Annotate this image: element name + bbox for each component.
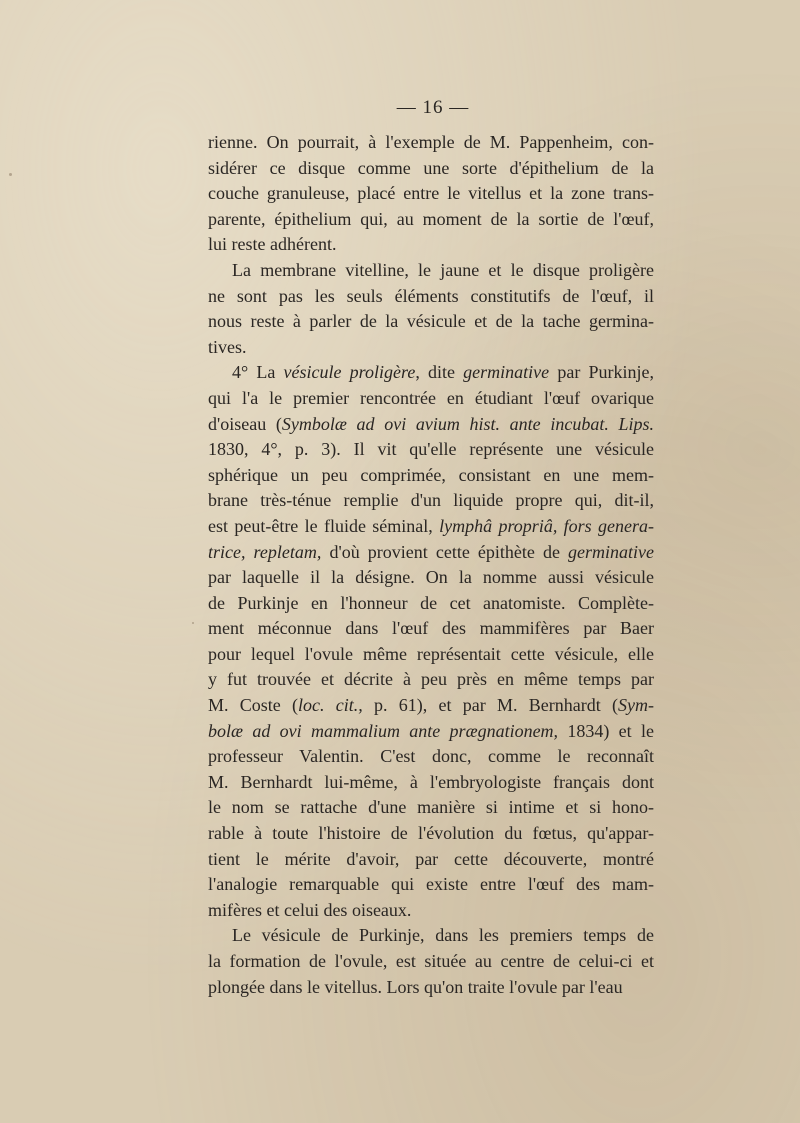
italic-phrase: germinative [568,541,654,562]
text-line: La membrane vitelline, le jaune et le disque proligère [232,259,654,280]
text-line: tient le mérite d'avoir, par cette découverte, montré [208,848,654,869]
italic-phrase: Symbolæ ad ovi avium hist. ante incubat. Lips. [281,413,654,434]
paragraph-p4 [208,923,654,1000]
text-line: 4° La vésicule proligère, dite germinative par Purkinje, [232,362,654,383]
text-line: pour lequel l'ovule même représentait cette vésicule, elle [208,643,654,664]
text-line: par laquelle il la désigne. On la nomme aussi vésicule [208,567,654,588]
text-line: plongée dans le vitellus. Lors qu'on traite l'ovule par l'eau [208,976,623,997]
text-line: qui l'a le premier rencontrée en étudiant l'œuf ovarique [208,387,654,408]
text-line: M. Bernhardt lui-même, à l'embryologiste français dont [208,771,654,792]
italic-phrase: Sym- [618,695,654,716]
paper-speck [9,173,12,176]
italic-phrase: lymphâ propriâ, fors genera- [439,515,654,536]
text-line: sidérer ce disque comme une sorte d'épithelium de la [208,157,654,178]
paragraph-p1 [208,130,654,258]
paper-speck [192,622,194,624]
text-line: professeur Valentin. C'est donc, comme le reconnaît [208,746,654,767]
text-line: brane très-ténue remplie d'un liquide propre qui, dit-il, [208,490,654,511]
text-line: est peut-être le fluide séminal, lymphâ propriâ, fors genera- [208,515,654,536]
italic-phrase: bolæ ad ovi mammalium ante prægnationem, [208,720,559,741]
body-text [208,130,654,1000]
text-line: bolæ ad ovi mammalium ante prægnationem, 1834) et le [208,720,654,741]
text-line: lui reste adhérent. [208,234,337,255]
text-line: la formation de l'ovule, est située au centre de celui-ci et [208,951,654,971]
text-line: M. Coste (loc. cit., p. 61), et par M. Bernhardt (Sym- [208,695,654,716]
text-line: de Purkinje en l'honneur de cet anatomiste. Complète- [208,592,654,613]
italic-phrase: loc. cit., [298,695,363,716]
text-line: parente, épithelium qui, au moment de la sortie de l'œuf, [208,208,654,229]
text-line: l'analogie remarquable qui existe entre l'œuf des mam- [208,874,654,895]
paragraph-p2 [208,258,654,360]
text-line: mifères et celui des oiseaux. [208,899,412,920]
text-line: rable à toute l'histoire de l'évolution du fœtus, qu'appar- [208,823,654,844]
text-line: d'oiseau (Symbolæ ad ovi avium hist. ante incubat. Lips. [208,413,654,434]
page-number: — 16 — [396,97,470,118]
italic-phrase: germinative [463,362,550,383]
text-line: ment méconnue dans l'œuf des mammifères par Baer [208,618,654,639]
text-line: rienne. On pourrait, à l'exemple de M. Pappenheim, con- [208,132,654,152]
text-line: sphérique un peu comprimée, consistant en une mem- [208,464,654,485]
text-line: Le vésicule de Purkinje, dans les premiers temps de [232,925,654,946]
italic-phrase: trice, repletam, [208,541,322,562]
text-line: trice, repletam, d'où provient cette épithète de germinative [208,541,654,562]
text-line: nous reste à parler de la vésicule et de la tache germina- [208,311,654,332]
text-line: 1830, 4°, p. 3). Il vit qu'elle représente une vésicule [208,439,654,460]
text-line: y fut trouvée et décrite à peu près en même temps par [208,669,654,690]
text-line: le nom se rattache d'une manière si intime et si hono- [208,797,654,818]
italic-phrase: vésicule proligère [283,362,416,383]
text-line: tives. [208,336,247,357]
paragraph-p3 [208,360,654,923]
text-line: ne sont pas les seuls éléments constitutifs de l'œuf, il [208,285,654,306]
text-line: couche granuleuse, placé entre le vitellus et la zone trans- [208,183,654,204]
